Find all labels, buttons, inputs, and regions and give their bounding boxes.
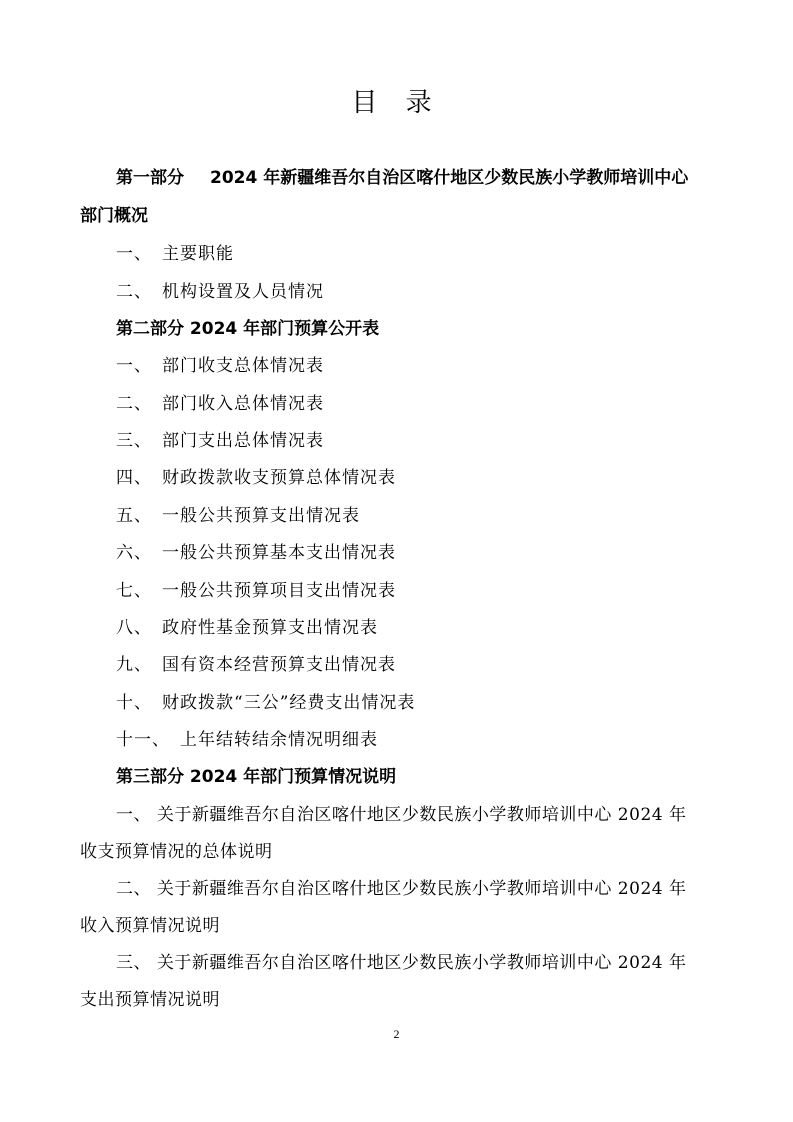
part1-title: 2024 年新疆维吾尔自治区喀什地区少数民族小学教师培训中心 — [210, 168, 689, 188]
toc-item: 二、 机构设置及人员情况 — [116, 282, 324, 302]
toc-item-line2: 收支预算情况的总体说明 — [80, 842, 273, 862]
toc-item: 十、 财政拨款“三公”经费支出情况表 — [116, 693, 416, 713]
page-title: 目 录 — [351, 88, 442, 118]
toc-item-line1: 三、 关于新疆维吾尔自治区喀什地区少数民族小学教师培训中心 2024 年 — [116, 953, 687, 973]
toc-item-line2: 收入预算情况说明 — [80, 916, 220, 936]
part1-heading-line1 — [116, 167, 688, 189]
part1-label: 第一部分 — [116, 168, 184, 188]
toc-item: 三、 部门支出总体情况表 — [116, 431, 324, 451]
toc-item-line1: 二、 关于新疆维吾尔自治区喀什地区少数民族小学教师培训中心 2024 年 — [116, 879, 687, 899]
toc-item: 二、 部门收入总体情况表 — [116, 394, 324, 414]
toc-item: 四、 财政拨款收支预算总体情况表 — [116, 468, 396, 488]
part1-heading-line2: 部门概况 — [80, 206, 148, 226]
toc-item: 七、 一般公共预算项目支出情况表 — [116, 581, 396, 601]
toc-item: 九、 国有资本经营预算支出情况表 — [116, 655, 396, 675]
part2-heading: 第二部分 2024 年部门预算公开表 — [116, 319, 380, 339]
page-number: 2 — [393, 1027, 400, 1041]
toc-item: 十一、 上年结转结余情况明细表 — [116, 730, 378, 750]
toc-item: 六、 一般公共预算基本支出情况表 — [116, 543, 396, 563]
part3-heading: 第三部分 2024 年部门预算情况说明 — [116, 767, 397, 787]
toc-item-line2: 支出预算情况说明 — [80, 990, 220, 1010]
toc-item-line1: 一、 关于新疆维吾尔自治区喀什地区少数民族小学教师培训中心 2024 年 — [116, 805, 687, 825]
toc-item: 一、 主要职能 — [116, 244, 234, 264]
toc-item: 一、 部门收支总体情况表 — [116, 356, 324, 376]
toc-item: 八、 政府性基金预算支出情况表 — [116, 618, 378, 638]
toc-item: 五、 一般公共预算支出情况表 — [116, 506, 360, 526]
